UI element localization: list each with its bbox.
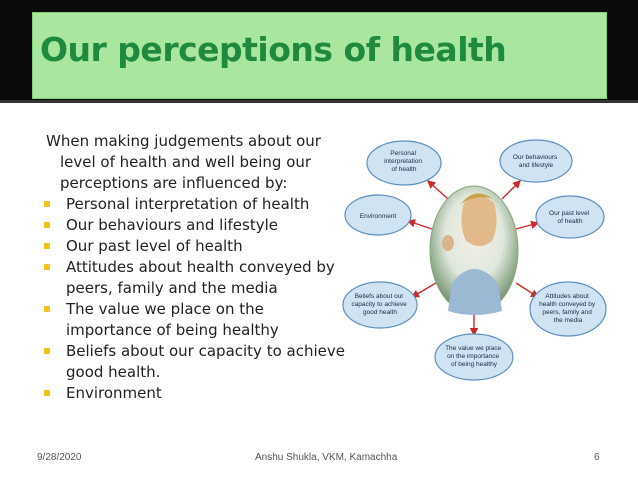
bubble-beliefs [343, 282, 417, 328]
bubble-line: Our past level [549, 210, 590, 217]
bullet-list [46, 194, 346, 404]
bubble-line: interpretation [384, 158, 423, 165]
bubble-line: of being healthy [451, 361, 497, 368]
bubble-line: on the importance [447, 353, 500, 360]
bullet-item: Attitudes about health conveyed by peers, family and the media [44, 257, 346, 299]
footer-author: Anshu Shukla, VKM, Kamachha [255, 452, 398, 463]
footer-page-number: 6 [594, 452, 600, 463]
bubble-line: of health [391, 166, 417, 173]
slide-body [46, 131, 346, 404]
title-divider [0, 100, 638, 103]
slide-title: Our perceptions of health [40, 30, 507, 69]
bubble-line: and lifestyle [518, 162, 554, 169]
bullet-item: Beliefs about our capacity to achieve good health. [44, 341, 346, 383]
bubble-line: Beliefs about our [354, 293, 404, 300]
bubble-line: Environment [359, 213, 397, 220]
svg-text:The value we place on th [445, 345, 503, 368]
bubble-line: peers, family and [542, 309, 592, 316]
bubble-personal-interpretation [367, 141, 441, 185]
bubble-behaviours-lifestyle [500, 140, 572, 182]
svg-text:Our behaviours and lifes [513, 154, 559, 169]
bubble-line: Personal [390, 150, 416, 157]
arrow-to-past-level [516, 223, 538, 229]
footer-date: 9/28/2020 [37, 452, 82, 463]
bubble-line: good health [363, 309, 397, 316]
bullet-item: Our past level of health [44, 236, 346, 257]
arrow-to-personal [428, 181, 448, 199]
bubble-line: of health [557, 218, 583, 225]
arrow-to-environment [408, 221, 432, 229]
center-photo [430, 186, 518, 315]
bubble-line: The value we place [445, 345, 502, 352]
arrow-to-behaviours [502, 181, 520, 199]
bubble-environment [345, 195, 411, 235]
bullet-item: Our behaviours and lifestyle [44, 215, 346, 236]
bubble-line: Our behaviours [512, 154, 558, 161]
bubble-attitudes [530, 282, 606, 336]
bubble-line: capacity to achieve [351, 301, 407, 308]
svg-text:Environment [360, 213, 397, 220]
bullet-item: Personal interpretation of health [44, 194, 346, 215]
bubble-past-level [536, 196, 604, 238]
arrow-to-beliefs [412, 283, 436, 297]
bubble-value-importance [435, 334, 513, 380]
intro-text: When making judgements about our level of health and well being our perceptions are influenced by: [46, 132, 321, 192]
perceptions-diagram [340, 133, 610, 383]
bullet-item: Environment [44, 383, 346, 404]
bubble-line: Attitudes about [545, 293, 589, 300]
bullet-item: The value we place on the importance of being healthy [44, 299, 346, 341]
bubble-line: the media [553, 317, 583, 324]
bubble-line: health conveyed by [539, 301, 596, 308]
